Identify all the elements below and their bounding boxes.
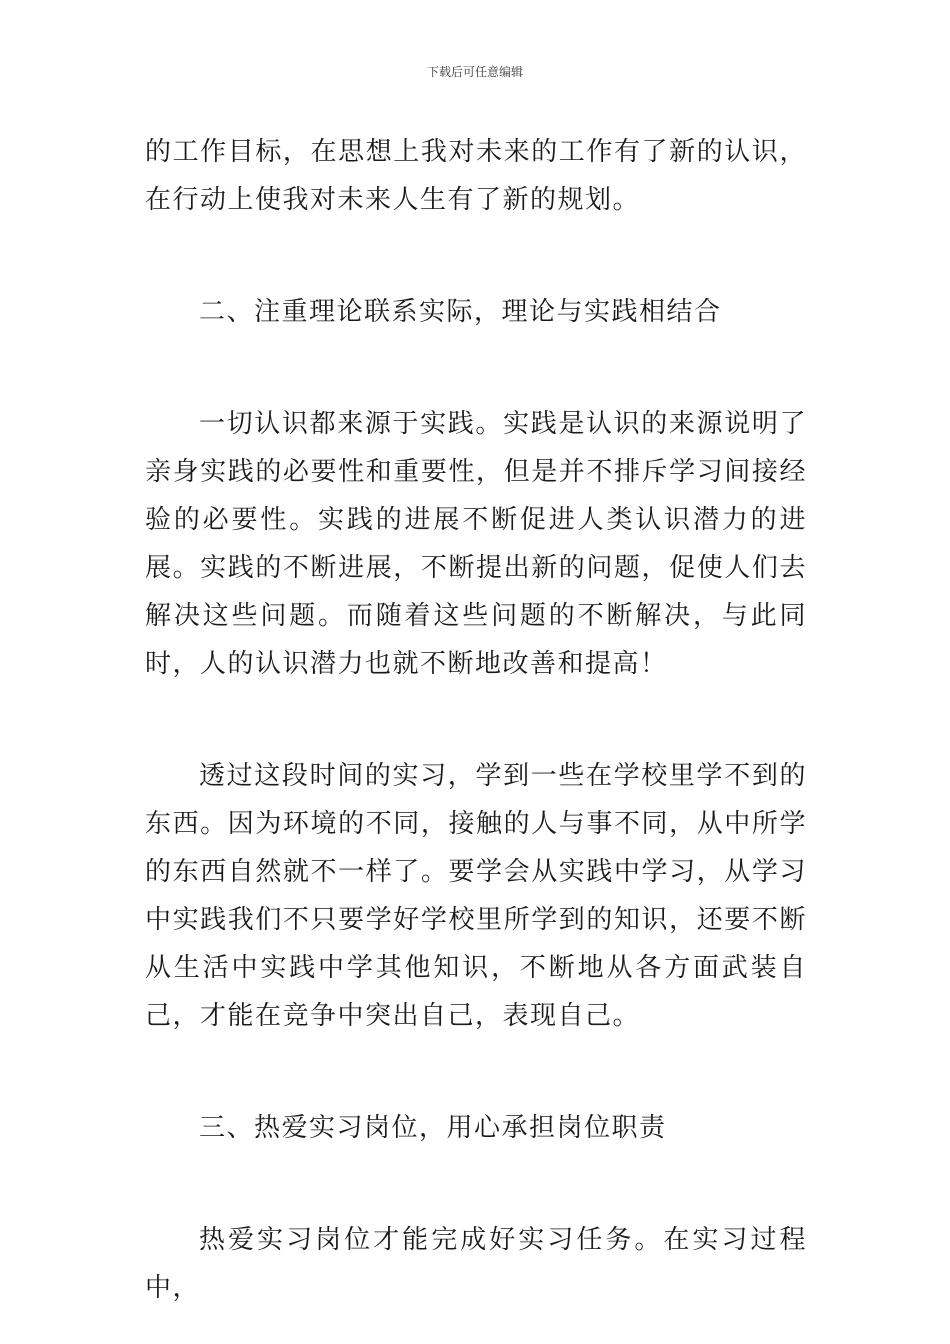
section-heading-3: 三、热爱实习岗位，用心承担岗位职责 — [199, 1113, 667, 1143]
page-header: 下载后可任意编辑 — [426, 65, 523, 79]
paragraph-practice: 一切认识都来源于实践。实践是认识的来源说明了亲身实践的必要性和重要性，但是并不排斥学习间接经验的必要性。实践的进展不断促进人类认识潜力的进展。实践的不断进展，不断提出新的问题，促使人们去解决这些问题。而随着这些问题的不断解决，与此同时，人的认识潜力也就不断地改善和提高！ — [145, 409, 807, 679]
paragraph-love-position: 热爱实习岗位才能完成好实习任务。在实习过程中， — [145, 1225, 807, 1303]
document-body — [145, 128, 807, 1312]
paragraph-internship: 透过这段时间的实习，学到一些在学校里学不到的东西。因为环境的不同，接触的人与事不同，从中所学的东西自然就不一样了。要学会从实践中学习，从学习中实践我们不只要学好学校里所学到的知识，还要不断从生活中实践中学其他知识，不断地从各方面武装自己，才能在竞争中突出自己，表现自己。 — [145, 761, 807, 1031]
section-heading-2: 二、注重理论联系实际，理论与实践相结合 — [199, 297, 722, 327]
paragraph-continued: 的工作目标，在思想上我对未来的工作有了新的认识，在行动上使我对未来人生有了新的规划。 — [145, 137, 807, 215]
